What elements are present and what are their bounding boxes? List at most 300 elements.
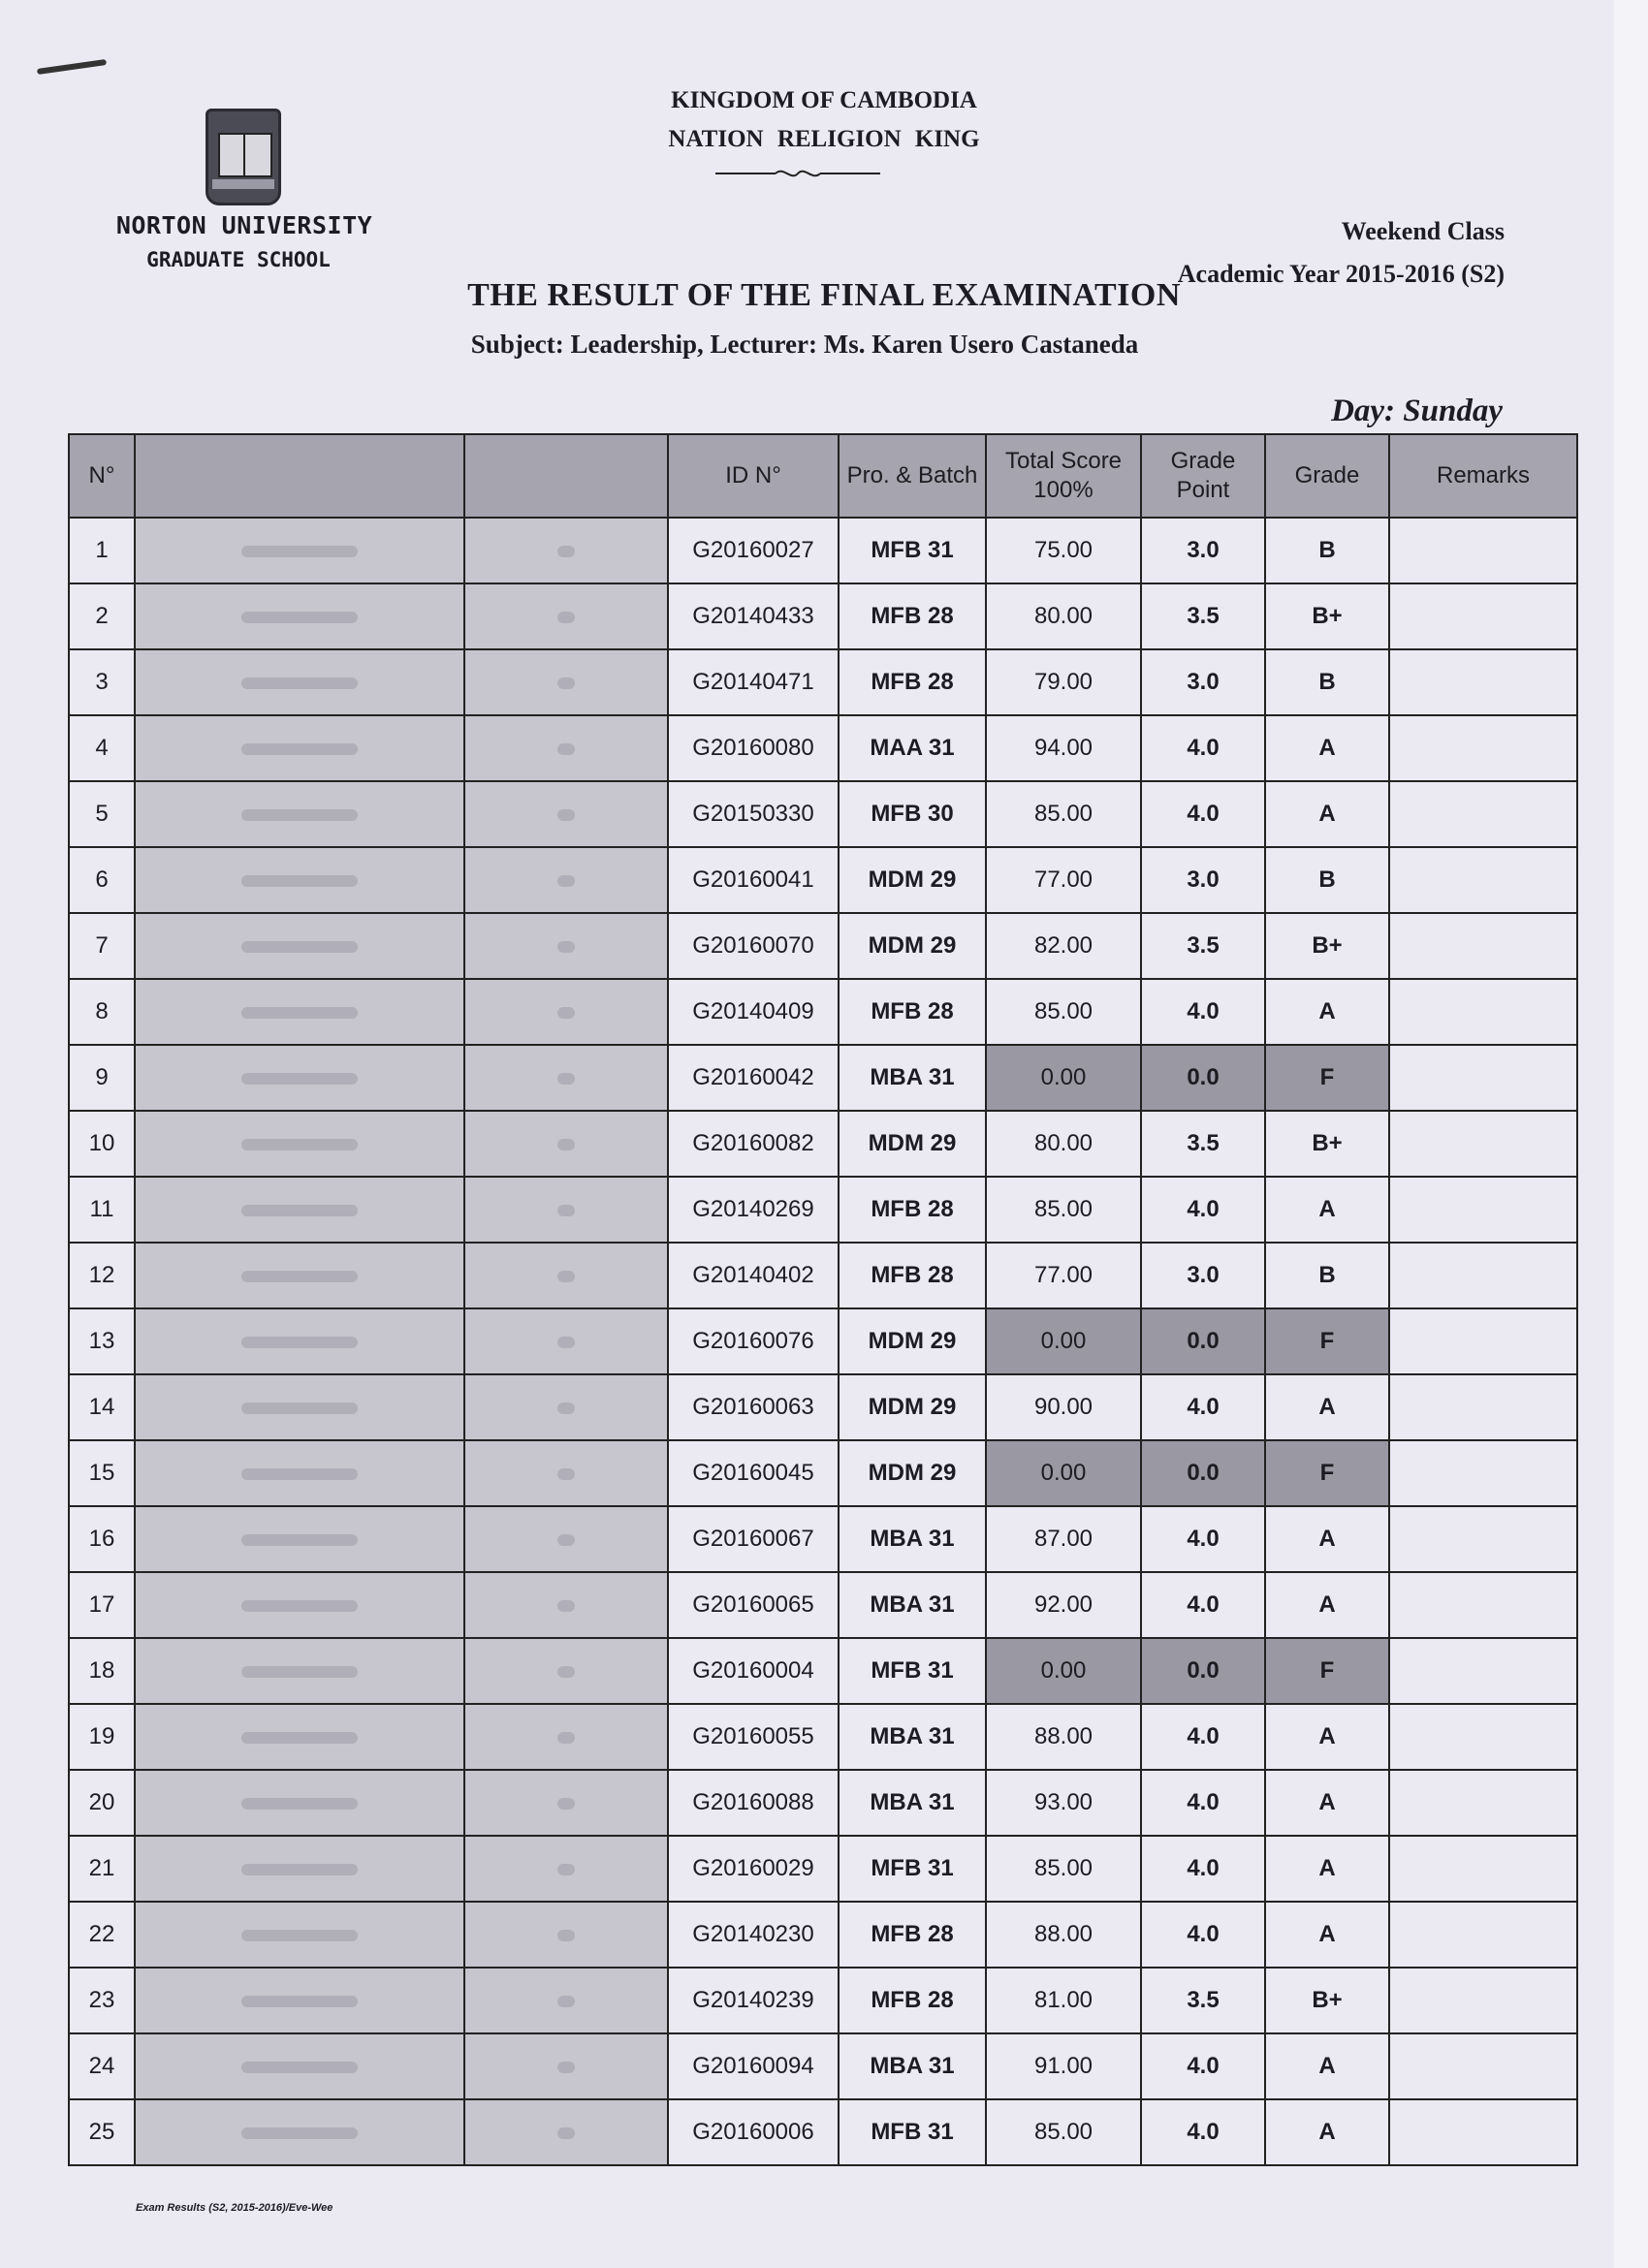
redaction-blur (557, 809, 575, 821)
grade: B+ (1265, 913, 1389, 979)
redaction-blur (241, 546, 358, 557)
redaction-blur (557, 1600, 575, 1612)
redaction-blur (557, 2062, 575, 2073)
table-row (69, 583, 1577, 649)
total-score: 94.00 (986, 715, 1141, 781)
redaction-blur (557, 1996, 575, 2007)
grade-point: 3.5 (1141, 583, 1265, 649)
grade-point: 3.0 (1141, 649, 1265, 715)
row-number: 13 (69, 1308, 135, 1374)
grade: A (1265, 1177, 1389, 1243)
col-header-name-redacted (135, 434, 464, 518)
col-header-id: ID N° (668, 434, 839, 518)
redaction-blur (557, 1732, 575, 1744)
total-score: 88.00 (986, 1902, 1141, 1968)
redaction-blur (241, 1666, 358, 1678)
student-name-redacted (135, 1243, 464, 1308)
redaction-blur (241, 1271, 358, 1282)
student-id: G20160045 (668, 1440, 839, 1506)
program-batch: MFB 28 (839, 1968, 986, 2033)
grade: A (1265, 1704, 1389, 1770)
redaction-blur (241, 941, 358, 953)
program-batch: MFB 28 (839, 1902, 986, 1968)
student-id: G20160041 (668, 847, 839, 913)
program-batch: MBA 31 (839, 1770, 986, 1836)
grade-point: 0.0 (1141, 1440, 1265, 1506)
grade-point: 4.0 (1141, 1506, 1265, 1572)
total-score: 80.00 (986, 1111, 1141, 1177)
col-header-program: Pro. & Batch (839, 434, 986, 518)
grade-point: 3.5 (1141, 1111, 1265, 1177)
grade: A (1265, 781, 1389, 847)
redaction-blur (241, 612, 358, 623)
total-score: 87.00 (986, 1506, 1141, 1572)
student-name-redacted (135, 781, 464, 847)
total-score: 82.00 (986, 913, 1141, 979)
student-name-redacted (135, 1638, 464, 1704)
redaction-blur (557, 875, 575, 887)
redaction-blur (557, 1930, 575, 1941)
program-batch: MDM 29 (839, 1374, 986, 1440)
col-header-gp-line1: Grade (1170, 448, 1236, 474)
table-row (69, 1968, 1577, 2033)
student-sex-redacted (464, 715, 668, 781)
program-batch: MFB 28 (839, 1243, 986, 1308)
student-name-redacted (135, 913, 464, 979)
remarks-cell (1389, 1968, 1577, 2033)
redaction-blur (241, 1402, 358, 1414)
student-id: G20160080 (668, 715, 839, 781)
total-score: 85.00 (986, 979, 1141, 1045)
table-row (69, 2099, 1577, 2165)
program-batch: MBA 31 (839, 2033, 986, 2099)
row-number: 25 (69, 2099, 135, 2165)
row-number: 3 (69, 649, 135, 715)
redaction-blur (557, 1139, 575, 1150)
table-row (69, 1440, 1577, 1506)
row-number: 1 (69, 518, 135, 583)
student-id: G20140433 (668, 583, 839, 649)
remarks-cell (1389, 1704, 1577, 1770)
col-header-no: N° (69, 434, 135, 518)
student-sex-redacted (464, 847, 668, 913)
col-header-grade: Grade (1265, 434, 1389, 518)
row-number: 17 (69, 1572, 135, 1638)
total-score: 80.00 (986, 583, 1141, 649)
student-sex-redacted (464, 979, 668, 1045)
national-motto: NATION RELIGION KING (668, 126, 980, 152)
student-name-redacted (135, 1572, 464, 1638)
program-batch: MFB 28 (839, 1177, 986, 1243)
program-batch: MFB 28 (839, 649, 986, 715)
table-row (69, 1243, 1577, 1308)
academic-year: Academic Year 2015-2016 (S2) (1177, 260, 1505, 288)
university-name: NORTON UNIVERSITY (115, 211, 373, 239)
redaction-blur (241, 1205, 358, 1216)
student-sex-redacted (464, 1243, 668, 1308)
grade-point: 4.0 (1141, 979, 1265, 1045)
redaction-blur (241, 1798, 358, 1810)
grade-point: 3.0 (1141, 1243, 1265, 1308)
remarks-cell (1389, 715, 1577, 781)
student-name-redacted (135, 847, 464, 913)
redaction-blur (557, 2127, 575, 2139)
program-batch: MBA 31 (839, 1572, 986, 1638)
row-number: 20 (69, 1770, 135, 1836)
remarks-cell (1389, 1045, 1577, 1111)
student-id: G20160006 (668, 2099, 839, 2165)
grade-point: 4.0 (1141, 2033, 1265, 2099)
program-batch: MDM 29 (839, 1111, 986, 1177)
student-sex-redacted (464, 781, 668, 847)
student-name-redacted (135, 1770, 464, 1836)
student-name-redacted (135, 1440, 464, 1506)
remarks-cell (1389, 1902, 1577, 1968)
row-number: 18 (69, 1638, 135, 1704)
row-number: 24 (69, 2033, 135, 2099)
student-sex-redacted (464, 1902, 668, 1968)
program-batch: MFB 31 (839, 518, 986, 583)
student-sex-redacted (464, 1836, 668, 1902)
redaction-blur (241, 1468, 358, 1480)
program-batch: MFB 30 (839, 781, 986, 847)
grade-point: 0.0 (1141, 1045, 1265, 1111)
redaction-blur (557, 1337, 575, 1348)
table-row (69, 1902, 1577, 1968)
grade: A (1265, 1902, 1389, 1968)
program-batch: MFB 31 (839, 1638, 986, 1704)
grade: B+ (1265, 1968, 1389, 2033)
student-name-redacted (135, 2033, 464, 2099)
redaction-blur (241, 809, 358, 821)
student-id: G20160029 (668, 1836, 839, 1902)
redaction-blur (241, 1732, 358, 1744)
remarks-cell (1389, 913, 1577, 979)
col-header-score-line1: Total Score (1004, 448, 1123, 474)
table-row (69, 1836, 1577, 1902)
student-sex-redacted (464, 2033, 668, 2099)
redaction-blur (241, 1996, 358, 2007)
remarks-cell (1389, 1506, 1577, 1572)
grade: A (1265, 1770, 1389, 1836)
grade: A (1265, 2099, 1389, 2165)
total-score: 81.00 (986, 1968, 1141, 2033)
subject-line: Subject: Leadership, Lecturer: Ms. Karen Usero Castaneda (470, 330, 1139, 359)
student-id: G20160042 (668, 1045, 839, 1111)
grade: A (1265, 1572, 1389, 1638)
ornament-divider-icon (715, 166, 880, 181)
remarks-cell (1389, 1111, 1577, 1177)
university-logo (206, 109, 281, 205)
student-sex-redacted (464, 1770, 668, 1836)
student-id: G20140239 (668, 1968, 839, 2033)
col-header-sex-redacted (464, 434, 668, 518)
table-row (69, 913, 1577, 979)
logo-banner (212, 179, 274, 189)
student-name-redacted (135, 1506, 464, 1572)
grade: F (1265, 1045, 1389, 1111)
total-score: 75.00 (986, 518, 1141, 583)
grade-point: 4.0 (1141, 1770, 1265, 1836)
grade-point: 4.0 (1141, 1836, 1265, 1902)
grade: A (1265, 979, 1389, 1045)
student-id: G20140269 (668, 1177, 839, 1243)
grade: B (1265, 518, 1389, 583)
grade: B (1265, 1243, 1389, 1308)
grade-point: 3.5 (1141, 1968, 1265, 2033)
page-edge (1614, 0, 1648, 2268)
footer-note: Exam Results (S2, 2015-2016)/Eve-Wee (136, 2202, 333, 2214)
student-name-redacted (135, 1177, 464, 1243)
grade: A (1265, 1836, 1389, 1902)
remarks-cell (1389, 518, 1577, 583)
redaction-blur (241, 743, 358, 755)
row-number: 19 (69, 1704, 135, 1770)
student-id: G20160082 (668, 1111, 839, 1177)
total-score: 90.00 (986, 1374, 1141, 1440)
row-number: 9 (69, 1045, 135, 1111)
student-id: G20140409 (668, 979, 839, 1045)
school-name: GRADUATE SCHOOL (146, 248, 331, 271)
redaction-blur (557, 1007, 575, 1019)
row-number: 8 (69, 979, 135, 1045)
redaction-blur (241, 1007, 358, 1019)
remarks-cell (1389, 1572, 1577, 1638)
student-sex-redacted (464, 1440, 668, 1506)
grade: A (1265, 1506, 1389, 1572)
redaction-blur (241, 677, 358, 689)
program-batch: MFB 28 (839, 979, 986, 1045)
student-id: G20150330 (668, 781, 839, 847)
student-name-redacted (135, 583, 464, 649)
grade-point: 4.0 (1141, 715, 1265, 781)
student-id: G20160067 (668, 1506, 839, 1572)
program-batch: MBA 31 (839, 1045, 986, 1111)
grade: A (1265, 2033, 1389, 2099)
student-name-redacted (135, 979, 464, 1045)
program-batch: MFB 31 (839, 1836, 986, 1902)
col-header-score (986, 434, 1141, 518)
row-number: 5 (69, 781, 135, 847)
total-score: 91.00 (986, 2033, 1141, 2099)
redaction-blur (557, 743, 575, 755)
remarks-cell (1389, 781, 1577, 847)
total-score: 77.00 (986, 847, 1141, 913)
row-number: 22 (69, 1902, 135, 1968)
table-row (69, 1638, 1577, 1704)
col-header-grade-point (1141, 434, 1265, 518)
day-label: Day: Sunday (1331, 394, 1503, 428)
grade-point: 0.0 (1141, 1308, 1265, 1374)
grade: A (1265, 715, 1389, 781)
redaction-blur (241, 1864, 358, 1875)
row-number: 15 (69, 1440, 135, 1506)
page-title: THE RESULT OF THE FINAL EXAMINATION (467, 277, 1181, 313)
table-row (69, 1111, 1577, 1177)
redaction-blur (241, 2062, 358, 2073)
program-batch: MDM 29 (839, 1440, 986, 1506)
student-name-redacted (135, 649, 464, 715)
redaction-blur (557, 1402, 575, 1414)
student-sex-redacted (464, 1177, 668, 1243)
total-score: 92.00 (986, 1572, 1141, 1638)
student-sex-redacted (464, 1572, 668, 1638)
program-batch: MBA 31 (839, 1506, 986, 1572)
student-id: G20160076 (668, 1308, 839, 1374)
redaction-blur (557, 1205, 575, 1216)
program-batch: MFB 28 (839, 583, 986, 649)
student-sex-redacted (464, 518, 668, 583)
row-number: 12 (69, 1243, 135, 1308)
remarks-cell (1389, 1243, 1577, 1308)
redaction-blur (241, 2127, 358, 2139)
student-id: G20160070 (668, 913, 839, 979)
class-type: Weekend Class (1341, 217, 1505, 245)
redaction-blur (241, 1073, 358, 1085)
total-score: 0.00 (986, 1045, 1141, 1111)
grade: A (1265, 1374, 1389, 1440)
row-number: 21 (69, 1836, 135, 1902)
program-batch: MDM 29 (839, 1308, 986, 1374)
grade: B (1265, 649, 1389, 715)
table-row (69, 1308, 1577, 1374)
row-number: 6 (69, 847, 135, 913)
program-batch: MDM 29 (839, 913, 986, 979)
table-row (69, 847, 1577, 913)
total-score: 77.00 (986, 1243, 1141, 1308)
student-id: G20160027 (668, 518, 839, 583)
student-sex-redacted (464, 1506, 668, 1572)
remarks-cell (1389, 583, 1577, 649)
redaction-blur (557, 546, 575, 557)
remarks-cell (1389, 1440, 1577, 1506)
total-score: 88.00 (986, 1704, 1141, 1770)
student-name-redacted (135, 1374, 464, 1440)
student-id: G20160063 (668, 1374, 839, 1440)
results-table (68, 433, 1578, 2166)
redaction-blur (241, 1534, 358, 1546)
remarks-cell (1389, 1770, 1577, 1836)
student-name-redacted (135, 1111, 464, 1177)
remarks-cell (1389, 1836, 1577, 1902)
redaction-blur (557, 1864, 575, 1875)
grade-point: 4.0 (1141, 781, 1265, 847)
grade-point: 4.0 (1141, 1902, 1265, 1968)
row-number: 10 (69, 1111, 135, 1177)
student-id: G20140230 (668, 1902, 839, 1968)
redaction-blur (557, 612, 575, 623)
redaction-blur (557, 941, 575, 953)
student-sex-redacted (464, 1374, 668, 1440)
remarks-cell (1389, 979, 1577, 1045)
student-sex-redacted (464, 1045, 668, 1111)
program-batch: MFB 31 (839, 2099, 986, 2165)
grade-point: 0.0 (1141, 1638, 1265, 1704)
table-row (69, 979, 1577, 1045)
student-id: G20140402 (668, 1243, 839, 1308)
student-id: G20160088 (668, 1770, 839, 1836)
total-score: 93.00 (986, 1770, 1141, 1836)
redaction-blur (241, 875, 358, 887)
total-score: 85.00 (986, 1177, 1141, 1243)
redaction-blur (557, 1666, 575, 1678)
grade: B+ (1265, 1111, 1389, 1177)
student-sex-redacted (464, 1704, 668, 1770)
student-name-redacted (135, 2099, 464, 2165)
total-score: 0.00 (986, 1308, 1141, 1374)
student-id: G20160094 (668, 2033, 839, 2099)
row-number: 16 (69, 1506, 135, 1572)
student-name-redacted (135, 518, 464, 583)
total-score: 0.00 (986, 1638, 1141, 1704)
row-number: 4 (69, 715, 135, 781)
total-score: 85.00 (986, 1836, 1141, 1902)
student-name-redacted (135, 1902, 464, 1968)
table-row (69, 1572, 1577, 1638)
table-row (69, 1045, 1577, 1111)
table-row (69, 1177, 1577, 1243)
student-sex-redacted (464, 2099, 668, 2165)
student-sex-redacted (464, 1308, 668, 1374)
student-sex-redacted (464, 649, 668, 715)
remarks-cell (1389, 2099, 1577, 2165)
table-row (69, 2033, 1577, 2099)
redaction-blur (241, 1337, 358, 1348)
grade-point: 3.0 (1141, 847, 1265, 913)
student-id: G20160004 (668, 1638, 839, 1704)
grade-point: 3.0 (1141, 518, 1265, 583)
student-name-redacted (135, 1045, 464, 1111)
program-batch: MAA 31 (839, 715, 986, 781)
remarks-cell (1389, 1638, 1577, 1704)
table-row (69, 1704, 1577, 1770)
grade-point: 4.0 (1141, 1374, 1265, 1440)
table-row (69, 518, 1577, 583)
total-score: 85.00 (986, 2099, 1141, 2165)
student-name-redacted (135, 1968, 464, 2033)
table-row (69, 715, 1577, 781)
table-row (69, 1770, 1577, 1836)
redaction-blur (557, 1468, 575, 1480)
student-sex-redacted (464, 1638, 668, 1704)
grade-point: 3.5 (1141, 913, 1265, 979)
table-row (69, 1374, 1577, 1440)
student-id: G20160065 (668, 1572, 839, 1638)
redaction-blur (241, 1930, 358, 1941)
remarks-cell (1389, 847, 1577, 913)
logo-shield (218, 133, 272, 177)
program-batch: MDM 29 (839, 847, 986, 913)
row-number: 11 (69, 1177, 135, 1243)
student-sex-redacted (464, 583, 668, 649)
student-id: G20140471 (668, 649, 839, 715)
total-score: 0.00 (986, 1440, 1141, 1506)
col-header-remarks: Remarks (1389, 434, 1577, 518)
student-sex-redacted (464, 1968, 668, 2033)
table-row (69, 649, 1577, 715)
grade-point: 4.0 (1141, 1572, 1265, 1638)
grade: B+ (1265, 583, 1389, 649)
student-name-redacted (135, 1836, 464, 1902)
student-name-redacted (135, 1308, 464, 1374)
grade: B (1265, 847, 1389, 913)
program-batch: MBA 31 (839, 1704, 986, 1770)
remarks-cell (1389, 1177, 1577, 1243)
country-heading: KINGDOM OF CAMBODIA (671, 87, 977, 113)
redaction-blur (557, 1534, 575, 1546)
total-score: 79.00 (986, 649, 1141, 715)
redaction-blur (557, 677, 575, 689)
